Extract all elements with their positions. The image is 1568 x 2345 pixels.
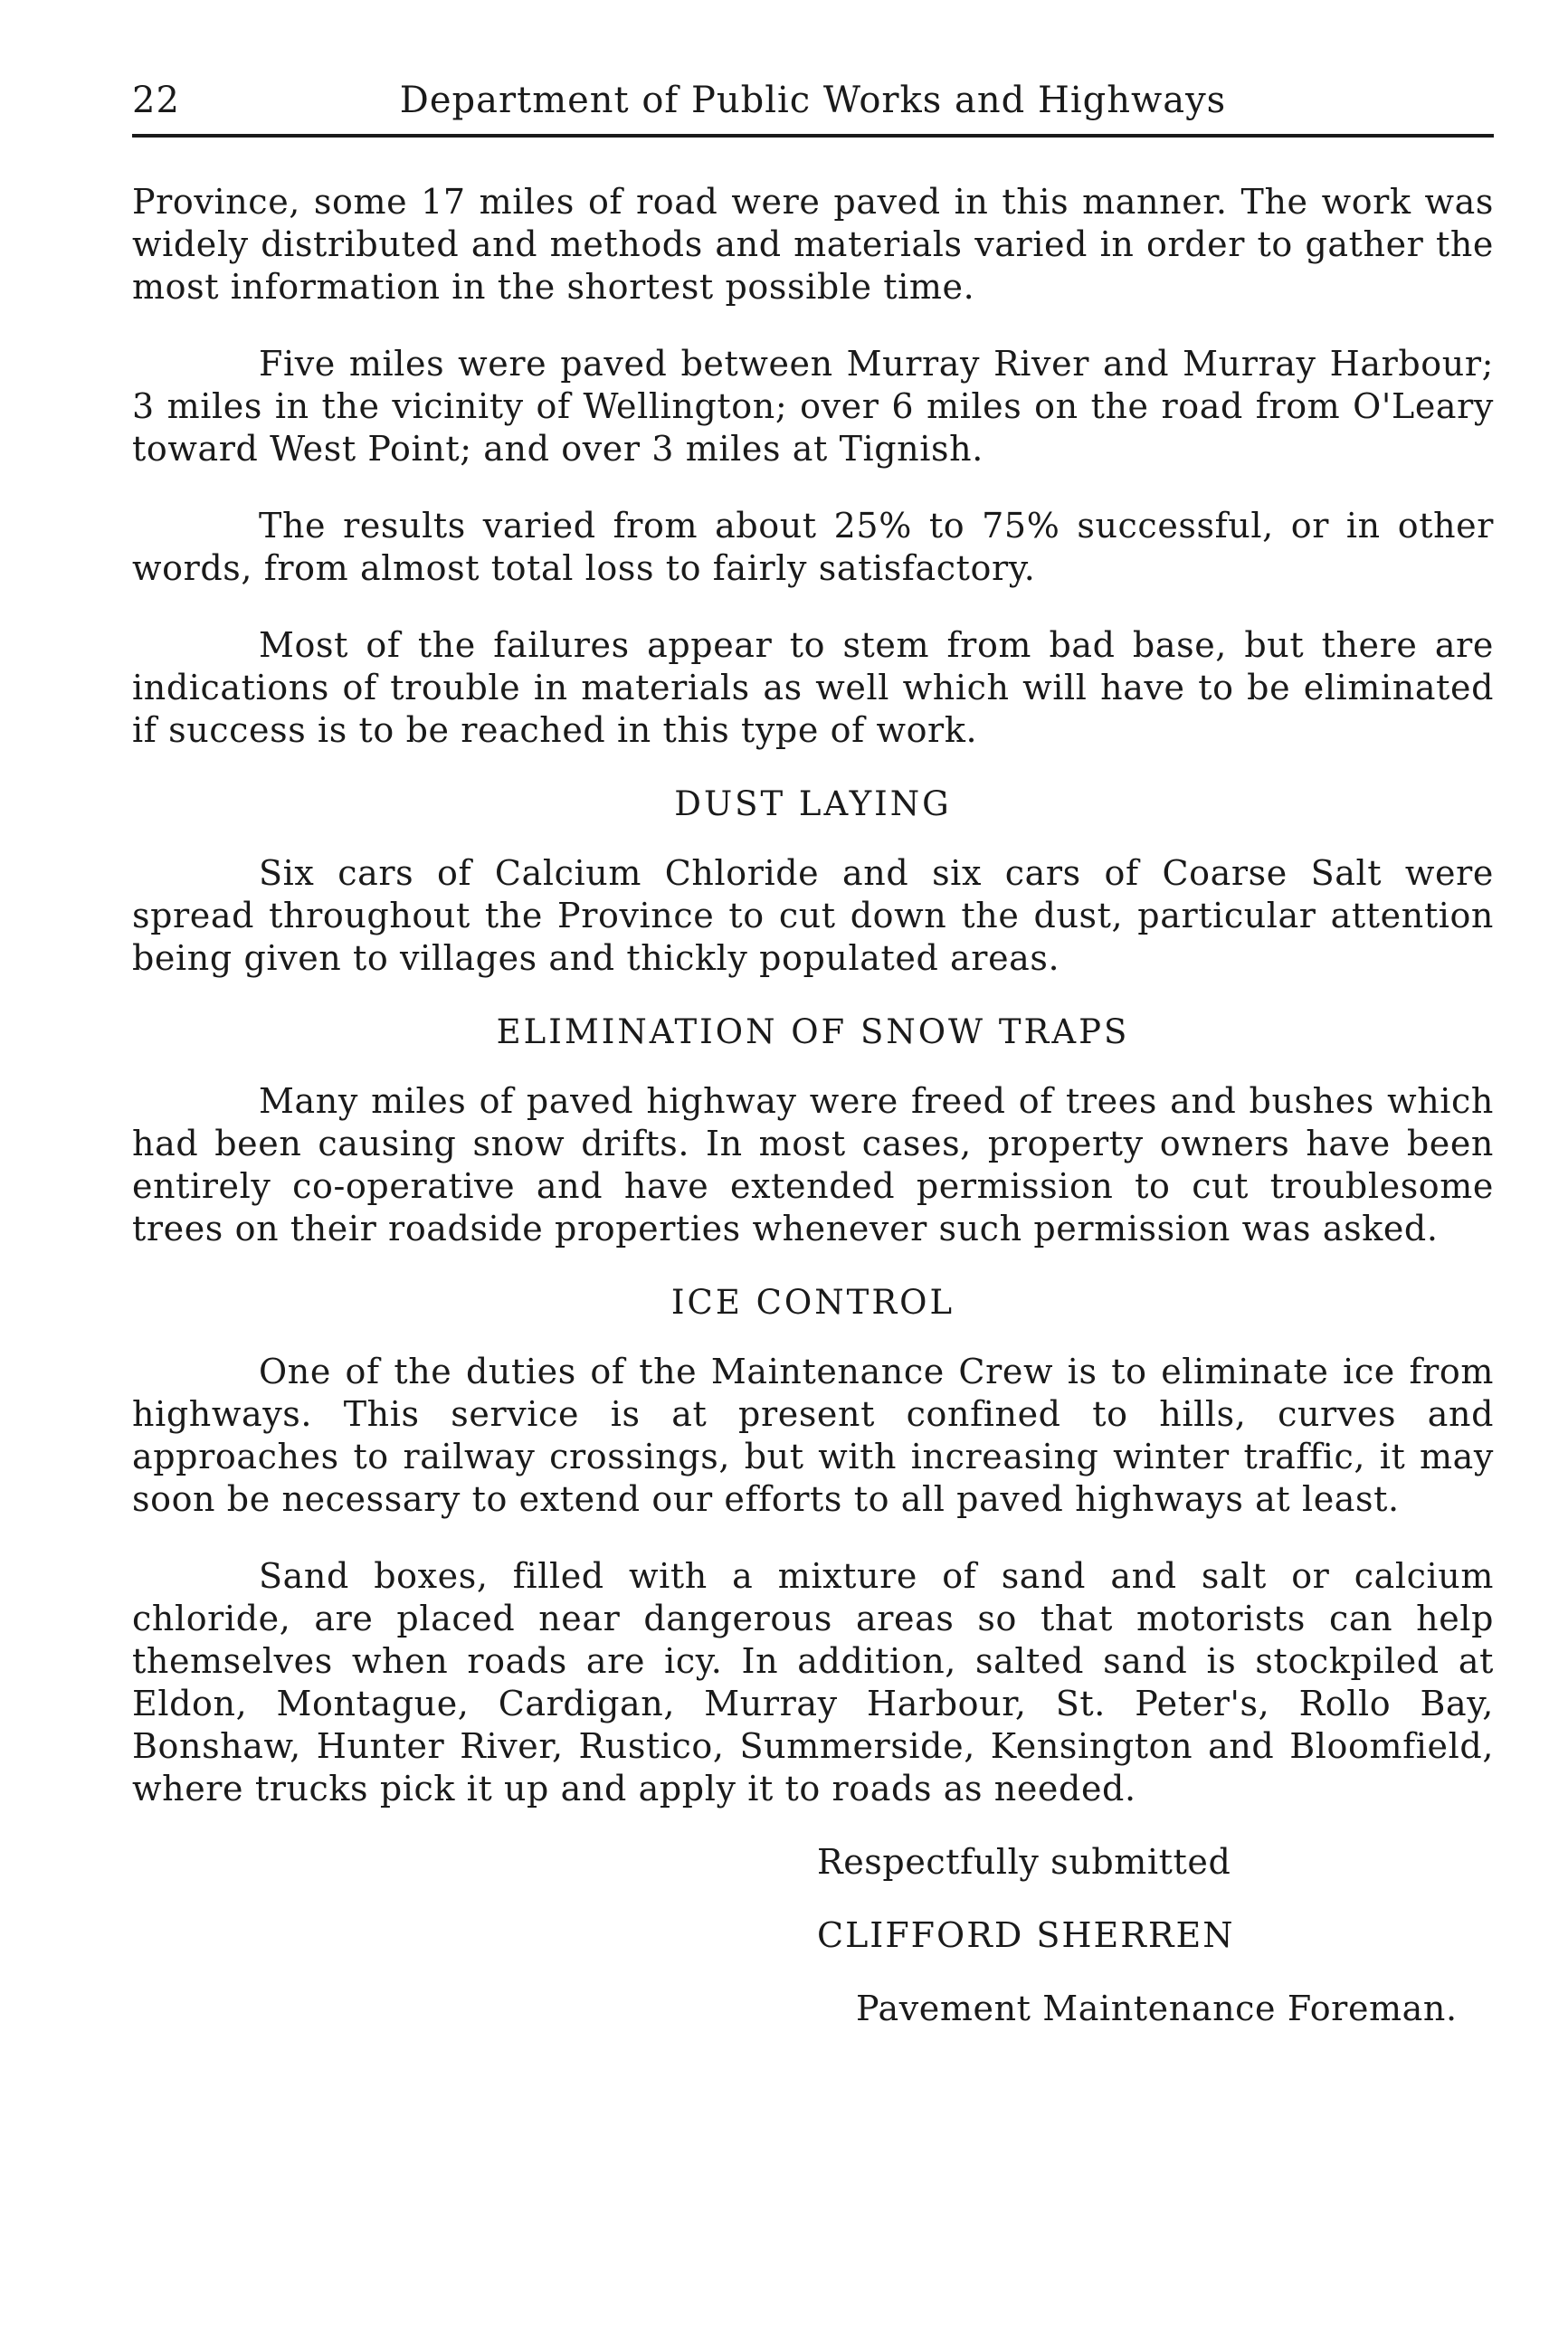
heading-ice-control: ICE CONTROL: [670, 1283, 955, 1322]
paragraph-dust-laying: Six cars of Calcium Chloride and six cars of Coarse Salt were spread throughout the Province to cut down the dust, particular attention being given to villages and thickly populated areas.: [132, 853, 1494, 978]
header-rule: [132, 134, 1494, 138]
paragraph-sand-boxes: Sand boxes, filled with a mixture of sand and salt or calcium chloride, are placed near dangerous areas so that motorists can help themselves when roads are icy. In addition, salted sand is stockpiled at Eldon, Montague, Cardigan, Murray Harbour, St. Peter's, Rollo Bay, Bonshaw, Hunter River, Rustico, Summerside, Kensington and Bloomfield, where trucks pick it up and apply it to roads as needed.: [132, 1556, 1494, 1809]
document-body: [132, 181, 1494, 2061]
signature-closing: Respectfully submitted: [817, 1842, 1231, 1882]
paragraph-paving-results: The results varied from about 25% to 75% successful, or in other words, from almost total loss to fairly satisfactory.: [132, 506, 1494, 588]
paragraph-paving-continued: Province, some 17 miles of road were paved in this manner. The work was widely distributed and methods and materials varied in order to gather the most information in the shortest possible time.: [132, 182, 1494, 307]
page-number: 22: [132, 80, 180, 121]
paragraph-snow-traps: Many miles of paved highway were freed of trees and bushes which had been causing snow drifts. In most cases, property owners have been entirely co-operative and have extended permission to cut troublesome trees on their roadside properties whenever such permission was asked.: [132, 1081, 1494, 1248]
page-header: [132, 80, 1494, 134]
signature-block: [132, 1841, 1494, 2030]
paragraph-ice-control: One of the duties of the Maintenance Crew is to eliminate ice from highways. This service is at present confined to hills, curves and approaches to railway crossings, but with increasing winter traffic, it may soon be necessary to extend our efforts to all paved highways at least.: [132, 1352, 1494, 1519]
signature-title: Pavement Maintenance Foreman.: [856, 1989, 1458, 2028]
signature-name: CLIFFORD SHERREN: [817, 1915, 1235, 1955]
paragraph-paving-locations: Five miles were paved between Murray River and Murray Harbour; 3 miles in the vicinity of Wellington; over 6 miles on the road from O'Leary toward West Point; and over 3 miles at Tignish.: [132, 344, 1494, 469]
heading-snow-traps: ELIMINATION OF SNOW TRAPS: [496, 1012, 1130, 1051]
running-title: Department of Public Works and Highways: [399, 80, 1227, 121]
heading-dust-laying: DUST LAYING: [674, 784, 952, 823]
paragraph-paving-failures: Most of the failures appear to stem from bad base, but there are indications of trouble in materials as well which will have to be eliminated if success is to be reached in this type of work.: [132, 625, 1494, 750]
